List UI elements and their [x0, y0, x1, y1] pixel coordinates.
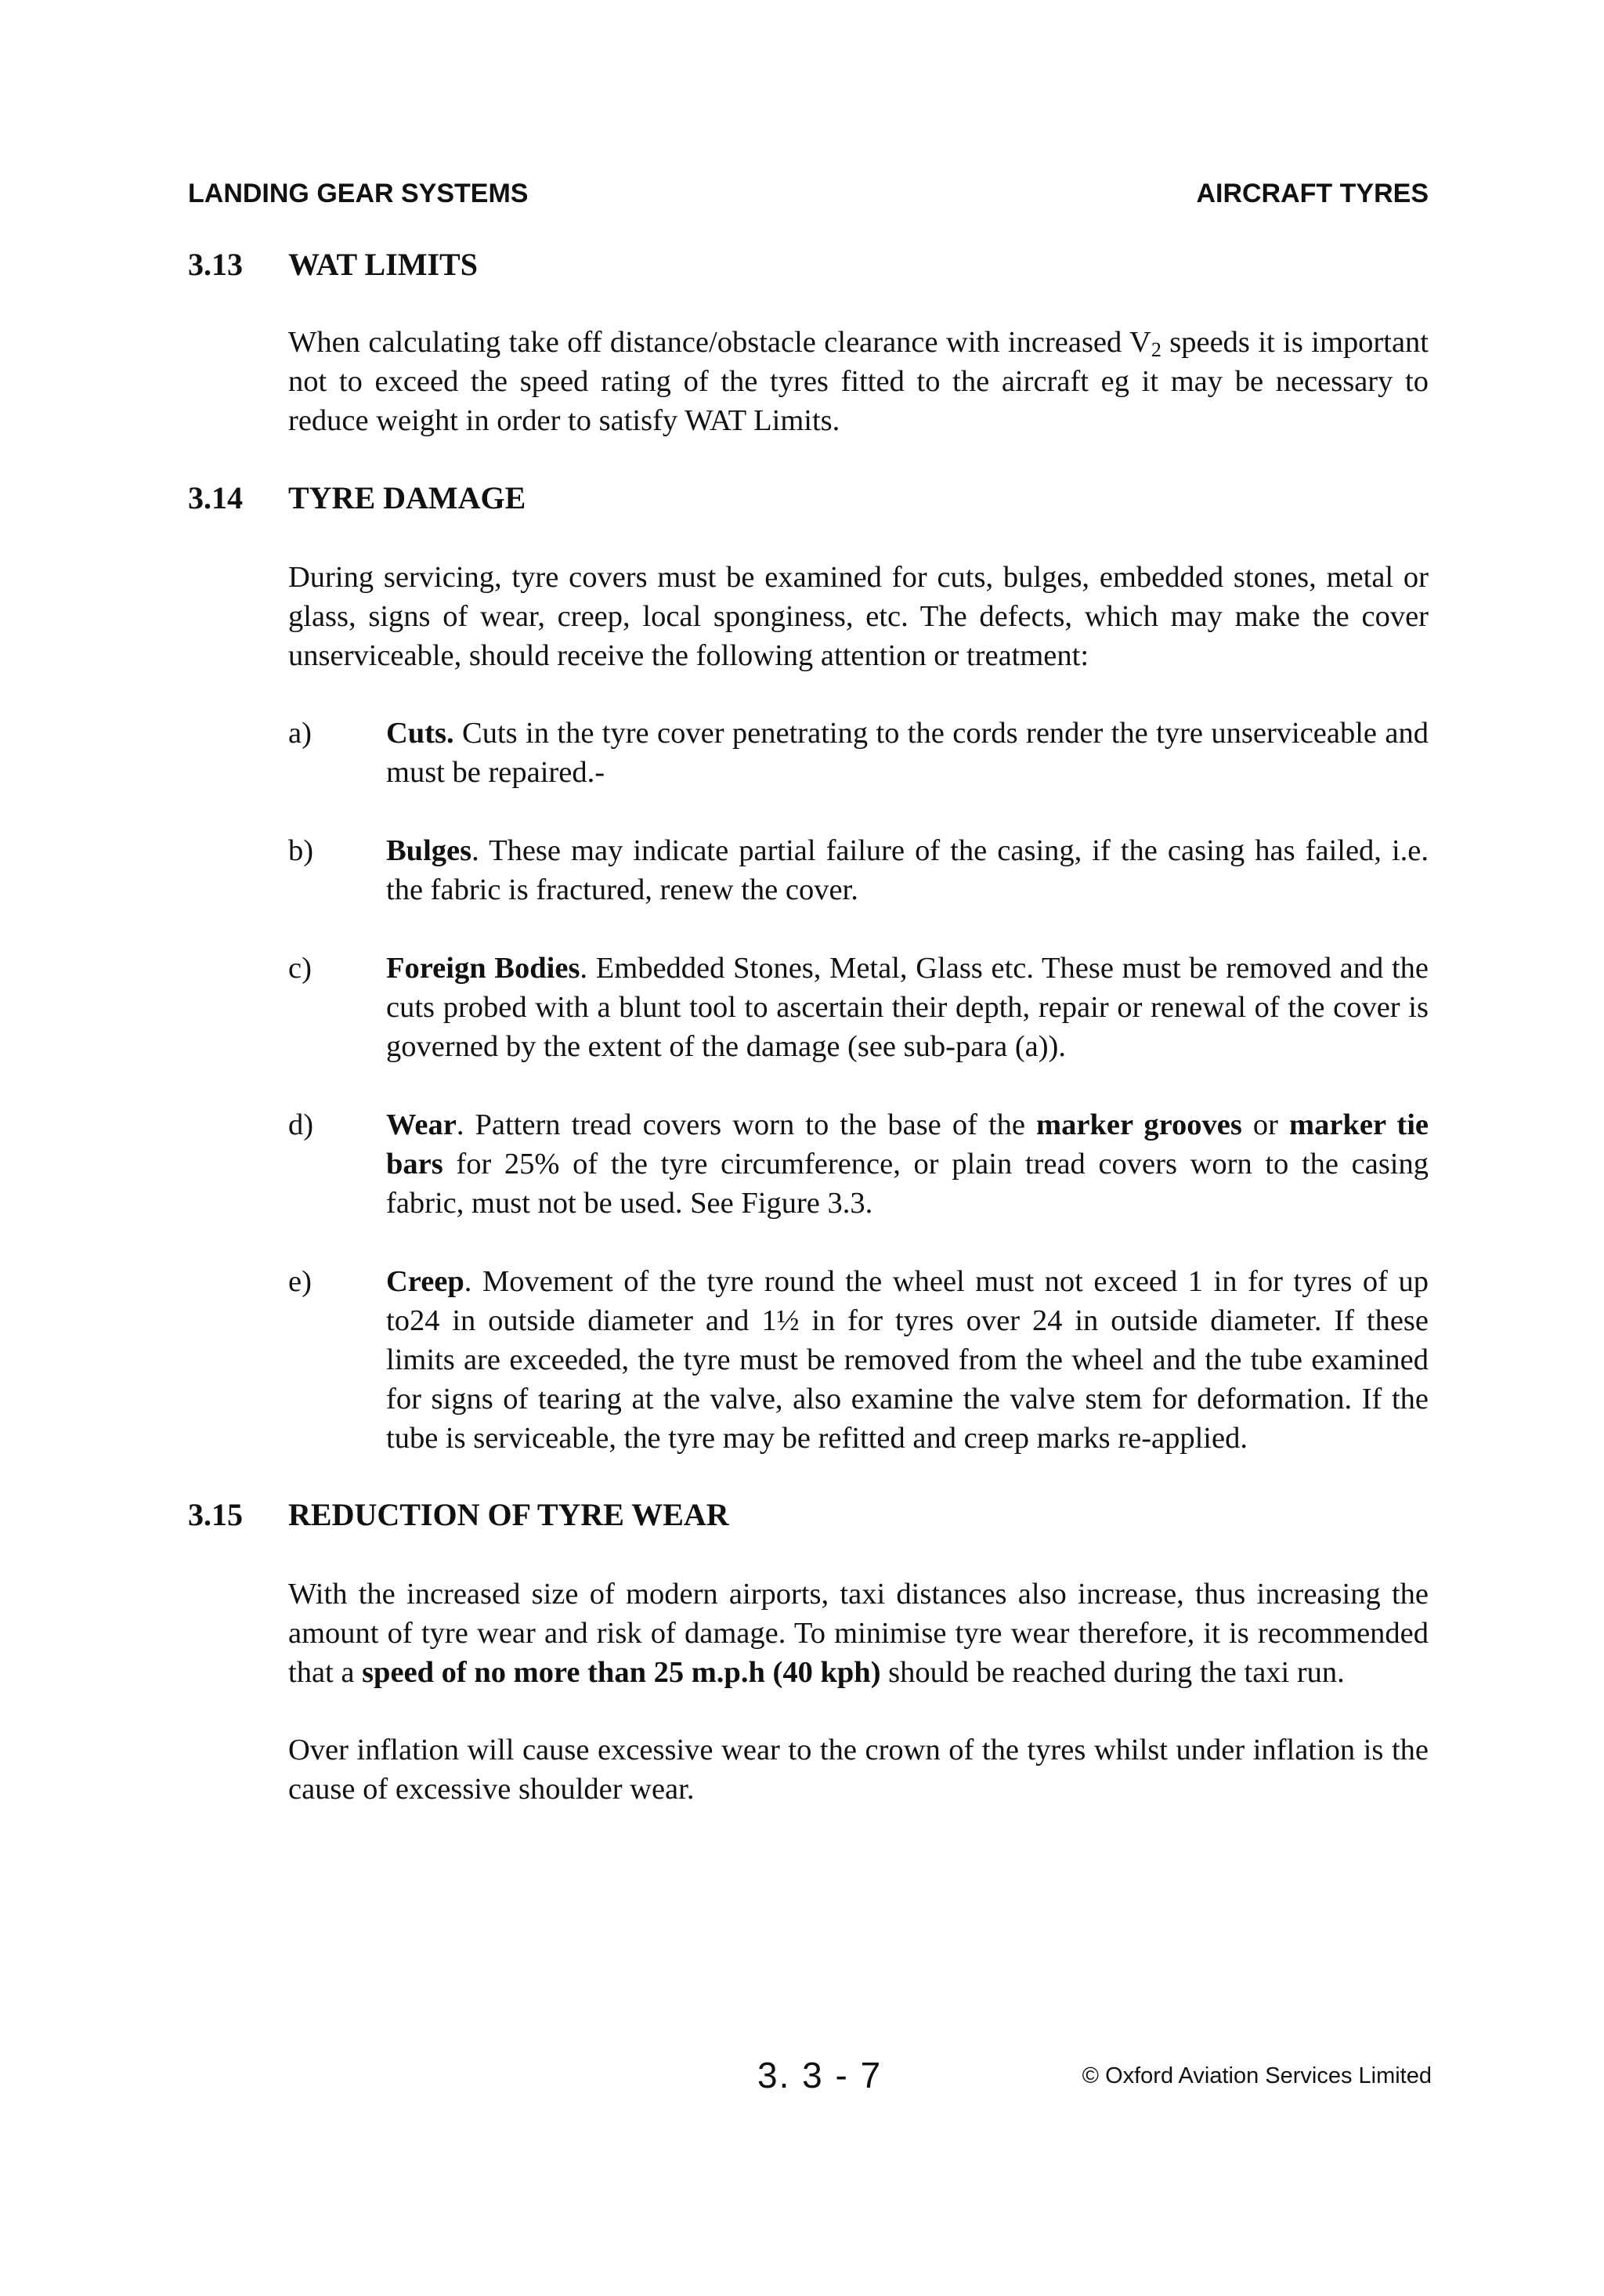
list-item-wear: Wear. Pattern tread covers worn to the base of the marker grooves or marker tie bars for 25% of the tyre circumference, or plain tread covers worn to the casing fabric, must not be used. See Figure 3.3. [386, 1108, 1429, 1220]
running-header-topic: AIRCRAFT TYRES [1196, 179, 1429, 208]
list-label-d: d) [288, 1108, 314, 1141]
list-item-cuts: Cuts. Cuts in the tyre cover penetrating to the cords render the tyre unserviceable and must be repaired.- [386, 717, 1429, 789]
copyright-notice: © Oxford Aviation Services Limited [1082, 2063, 1432, 2088]
section-number-3-13: 3.13 [188, 247, 243, 282]
list-label-e: e) [288, 1265, 312, 1298]
section-title-wat-limits: WAT LIMITS [288, 247, 478, 282]
page-number: 3. 3 - 7 [757, 2055, 883, 2095]
section-number-3-15: 3.15 [188, 1497, 243, 1532]
list-label-c: c) [288, 952, 312, 985]
section-title-reduction-of-tyre-wear: REDUCTION OF TYRE WEAR [288, 1497, 729, 1532]
tyre-damage-intro: During servicing, tyre covers must be examined for cuts, bulges, embedded stones, metal or glass, signs of wear, creep, local sponginess, etc. The defects, which may make the cover unserviceable, should receive the following attention or treatment: [288, 561, 1429, 672]
tyre-wear-paragraph-2: Over inflation will cause excessive wear to the crown of the tyres whilst under inflation is the cause of excessive shoulder wear. [288, 1734, 1429, 1806]
wat-limits-paragraph: When calculating take off distance/obstacle clearance with increased $V_2$ speeds it is important not to exceed the speed rating of the tyres fitted to the aircraft eg it may be necessary to reduce weight in order to satisfy WAT Limits. [288, 326, 1429, 437]
list-label-b: b) [288, 834, 314, 867]
list-item-creep: Creep. Movement of the tyre round the wheel must not exceed 1 in for tyres of up to24 in outside diameter and 1½ in for tyres over 24 in outside diameter. If these limits are exceeded, the tyre must be removed from the wheel and the tube examined for signs of tearing at the valve, also examine the valve stem for deformation. If the tube is serviceable, the tyre may be refitted and creep marks re-applied. [386, 1265, 1429, 1455]
section-number-3-14: 3.14 [188, 480, 243, 515]
running-header-chapter: LANDING GEAR SYSTEMS [188, 179, 529, 208]
list-item-foreign-bodies: Foreign Bodies. Embedded Stones, Metal, Glass etc. These must be removed and the cuts probed with a blunt tool to ascertain their depth, repair or renewal of the cover is governed by the extent of the damage (see sub-para (a)). [386, 952, 1429, 1063]
list-label-a: a) [288, 717, 312, 750]
tyre-wear-paragraph-1: With the increased size of modern airports, taxi distances also increase, thus increasing the amount of tyre wear and risk of damage. To minimise tyre wear therefore, it is recommended that a speed of no more than 25 m.p.h (40 kph) should be reached during the taxi run. [288, 1578, 1429, 1689]
list-item-bulges: Bulges. These may indicate partial failure of the casing, if the casing has failed, i.e. the fabric is fractured, renew the cover. [386, 834, 1429, 906]
section-title-tyre-damage: TYRE DAMAGE [288, 480, 526, 515]
